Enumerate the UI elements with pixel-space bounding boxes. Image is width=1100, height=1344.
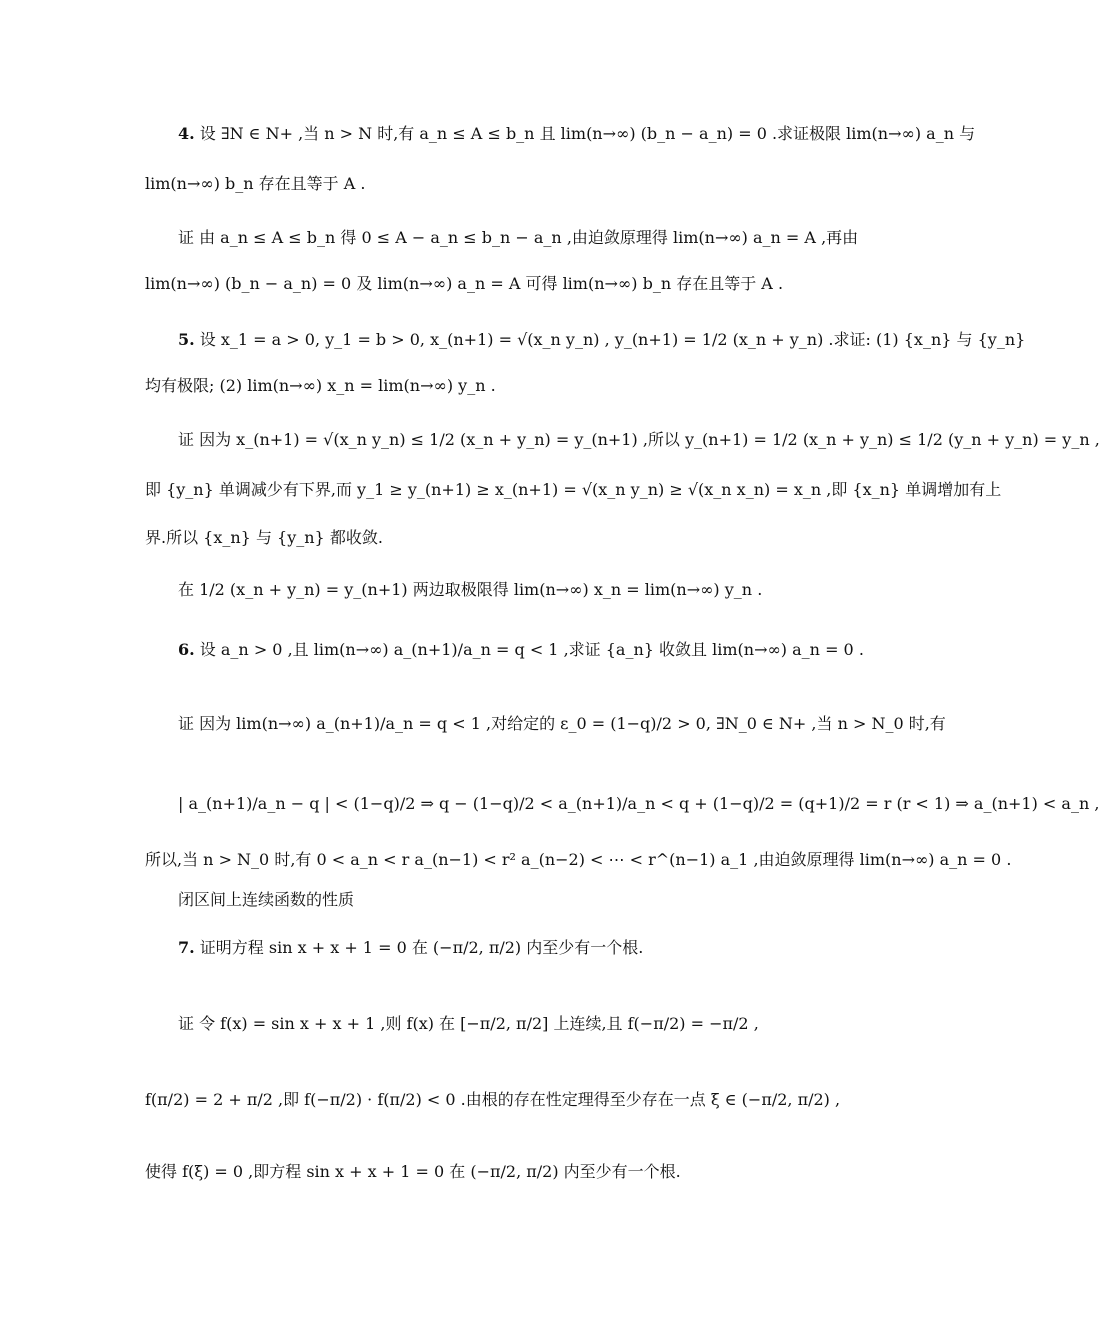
problem-5-statement-line-2: 均有极限; (2) lim(n→∞) x_n = lim(n→∞) y_n . bbox=[145, 376, 496, 395]
problem-number: 7. bbox=[178, 938, 195, 957]
problem-6-proof-line-2: | a_(n+1)/a_n − q | < (1−q)/2 ⇒ q − (1−q)/2 < a_(n+1)/a_n < q + (1−q)/2 = (q+1)/2 = r (r < 1) ⇒ a_(n+1) < a_n , bbox=[178, 794, 1100, 813]
problem-text: 设 a_n > 0 ,且 lim(n→∞) a_(n+1)/a_n = q < 1 ,求证 {a_n} 收敛且 lim(n→∞) a_n = 0 . bbox=[199, 640, 864, 659]
problem-6-proof-line-1: 证 因为 lim(n→∞) a_(n+1)/a_n = q < 1 ,对给定的 ε_0 = (1−q)/2 > 0, ∃N_0 ∈ N+ ,当 n > N_0 时,有 bbox=[178, 714, 946, 733]
problem-4-proof-line-1: 证 由 a_n ≤ A ≤ b_n 得 0 ≤ A − a_n ≤ b_n − a_n ,由迫敛原理得 lim(n→∞) a_n = A ,再由 bbox=[178, 228, 859, 247]
problem-7-proof-line-3: 使得 f(ξ) = 0 ,即方程 sin x + x + 1 = 0 在 (−π/2, π/2) 内至少有一个根. bbox=[145, 1162, 681, 1181]
problem-7-proof-line-2: f(π/2) = 2 + π/2 ,即 f(−π/2) · f(π/2) < 0 .由根的存在性定理得至少存在一点 ξ ∈ (−π/2, π/2) , bbox=[145, 1090, 841, 1109]
problem-5-proof-line-1: 证 因为 x_(n+1) = √(x_n y_n) ≤ 1/2 (x_n + y_n) = y_(n+1) ,所以 y_(n+1) = 1/2 (x_n + y_n) ≤ 1/2 (y_n + y_n) = y_n , bbox=[178, 430, 1100, 449]
problem-5-statement-line-1 bbox=[178, 328, 1025, 352]
problem-6-statement-line-1 bbox=[178, 638, 864, 662]
problem-4-statement-line-2: lim(n→∞) b_n 存在且等于 A . bbox=[145, 174, 366, 193]
section-title: 闭区间上连续函数的性质 bbox=[178, 890, 355, 909]
problem-5-proof-line-3: 界.所以 {x_n} 与 {y_n} 都收敛. bbox=[145, 528, 383, 547]
problem-6-proof-line-3: 所以,当 n > N_0 时,有 0 < a_n < r a_(n−1) < r² a_(n−2) < ⋯ < r^(n−1) a_1 ,由迫敛原理得 lim(n→∞) a_n = 0 . bbox=[145, 850, 1012, 869]
problem-text: 设 x_1 = a > 0, y_1 = b > 0, x_(n+1) = √(x_n y_n) , y_(n+1) = 1/2 (x_n + y_n) .求证: (1) {x_n} 与 {y_n} bbox=[199, 330, 1026, 349]
problem-number: 6. bbox=[178, 640, 195, 659]
problem-number: 4. bbox=[178, 124, 195, 143]
problem-7-statement-line-1 bbox=[178, 936, 643, 960]
problem-4-statement-line-1 bbox=[178, 122, 975, 146]
problem-number: 5. bbox=[178, 330, 195, 349]
problem-5-proof-line-2: 即 {y_n} 单调减少有下界,而 y_1 ≥ y_(n+1) ≥ x_(n+1) = √(x_n y_n) ≥ √(x_n x_n) = x_n ,即 {x_n} 单调增加有上 bbox=[145, 480, 1002, 499]
problem-4-proof-line-2: lim(n→∞) (b_n − a_n) = 0 及 lim(n→∞) a_n = A 可得 lim(n→∞) b_n 存在且等于 A . bbox=[145, 274, 784, 293]
problem-7-proof-line-1: 证 令 f(x) = sin x + x + 1 ,则 f(x) 在 [−π/2, π/2] 上连续,且 f(−π/2) = −π/2 , bbox=[178, 1014, 759, 1033]
problem-5-proof-line-4: 在 1/2 (x_n + y_n) = y_(n+1) 两边取极限得 lim(n→∞) x_n = lim(n→∞) y_n . bbox=[178, 580, 763, 599]
problem-text: 设 ∃N ∈ N+ ,当 n > N 时,有 a_n ≤ A ≤ b_n 且 lim(n→∞) (b_n − a_n) = 0 .求证极限 lim(n→∞) a_n 与 bbox=[199, 124, 976, 143]
problem-text: 证明方程 sin x + x + 1 = 0 在 (−π/2, π/2) 内至少有一个根. bbox=[199, 938, 644, 957]
